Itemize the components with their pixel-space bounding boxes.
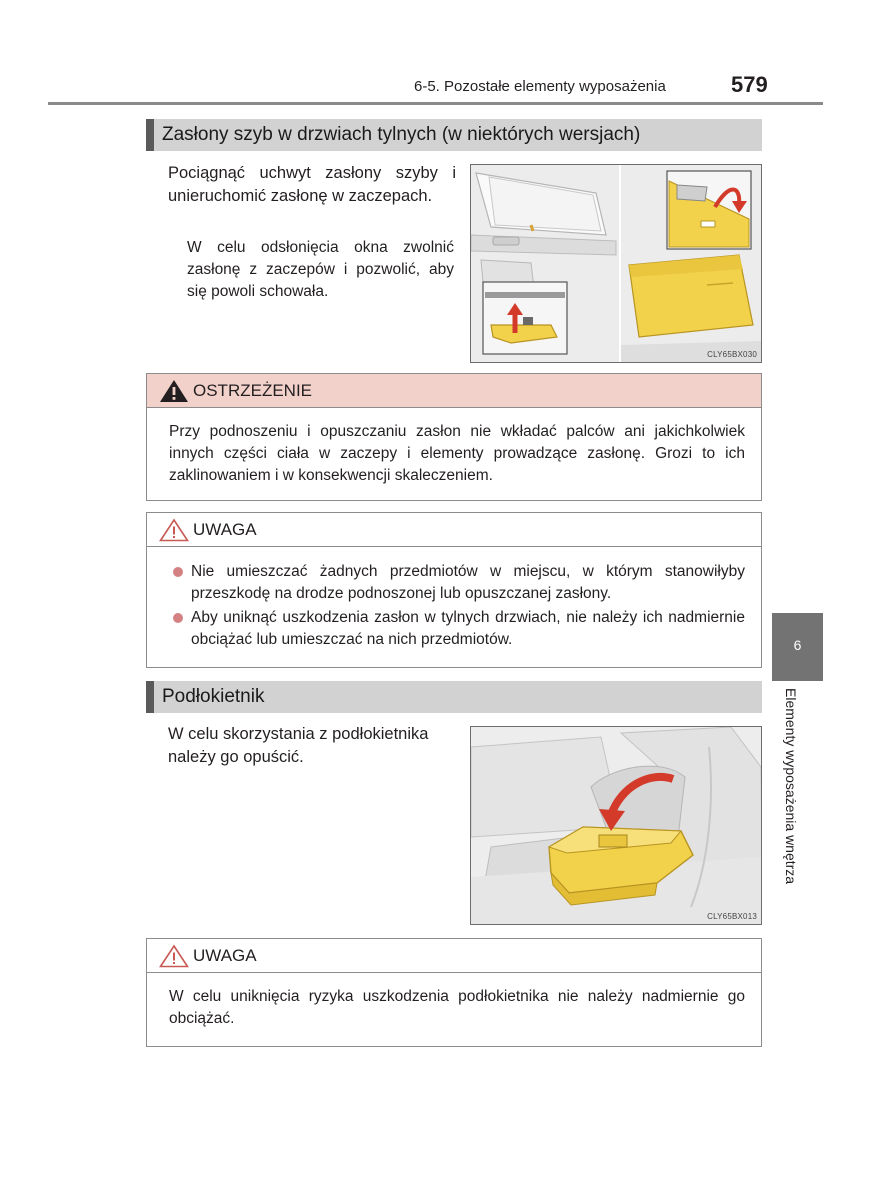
warning-triangle-icon: [159, 379, 189, 403]
page-number: 579: [731, 72, 768, 97]
figure-window-shade: [470, 164, 762, 363]
caution-triangle-icon: [159, 944, 189, 968]
notice-label: UWAGA: [193, 946, 257, 965]
warning-label: OSTRZEŻENIE: [193, 381, 313, 400]
window-shade-illustration: [471, 165, 762, 363]
section-title-text: Podłokietnik: [162, 686, 265, 707]
bullet-icon: [173, 613, 183, 623]
chapter-label: Elementy wyposażenia wnętrza: [783, 688, 799, 885]
notice-header: [147, 939, 761, 973]
figure-code: CLY65BX013: [707, 912, 757, 921]
section-title-text: Zasłony szyb w drzwiach tylnych (w niektórych wersjach): [162, 124, 641, 145]
section-title-window-shades: [146, 119, 762, 151]
section-title-accent: [146, 681, 154, 713]
header-rule: [48, 102, 823, 105]
armrest-illustration: [471, 727, 762, 925]
notice-text: W celu uniknięcia ryzyka uszkodzenia podłokietnika nie należy nadmiernie go obciążać.: [169, 988, 745, 1027]
notice-box-armrest: [146, 938, 762, 1047]
warning-box: [146, 373, 762, 501]
chapter-tab[interactable]: [772, 613, 823, 681]
section-title-armrest: [146, 681, 762, 713]
list-item: [169, 561, 745, 605]
list-item-text: Aby uniknąć uszkodzenia zasłon w tylnych drzwiach, nie należy ich nadmiernie obciążać lub umieszczać na nich przedmiotów.: [191, 609, 745, 648]
chapter-number: 6: [793, 637, 802, 653]
notice-label: UWAGA: [193, 520, 257, 539]
section-title-accent: [146, 119, 154, 151]
list-item: [169, 607, 745, 651]
figure-armrest: [470, 726, 762, 925]
header-section-title: 6-5. Pozostałe elementy wyposażenia: [414, 78, 666, 95]
notice-header: [147, 513, 761, 547]
figure-code: CLY65BX030: [707, 350, 757, 359]
bullet-icon: [173, 567, 183, 577]
notice-list: [147, 547, 761, 667]
notice-box-shades: [146, 512, 762, 668]
warning-header: [147, 374, 761, 408]
shade-instruction: Pociągnąć uchwyt zasłony szyby i unieruchomić zasłonę w zaczepach.: [168, 164, 456, 205]
caution-triangle-icon: [159, 518, 189, 542]
list-item-text: Nie umieszczać żadnych przedmiotów w miejscu, w którym stanowiłyby przeszkodę na drodze podnoszonej lub opuszczanej zasłony.: [191, 563, 745, 602]
shade-release-instruction: W celu odsłonięcia okna zwolnić zasłonę z zaczepów i pozwolić, aby się powoli schowała.: [187, 239, 454, 300]
armrest-instruction: W celu skorzystania z podłokietnika należy go opuścić.: [168, 725, 429, 766]
warning-text: Przy podnoszeniu i opuszczaniu zasłon nie wkładać palców ani jakichkolwiek innych części ciała w zaczepy i elementy prowadzące zasłonę. Grozi to ich zaklinowaniem i w konsekwencji skaleczeniem.: [169, 423, 745, 484]
